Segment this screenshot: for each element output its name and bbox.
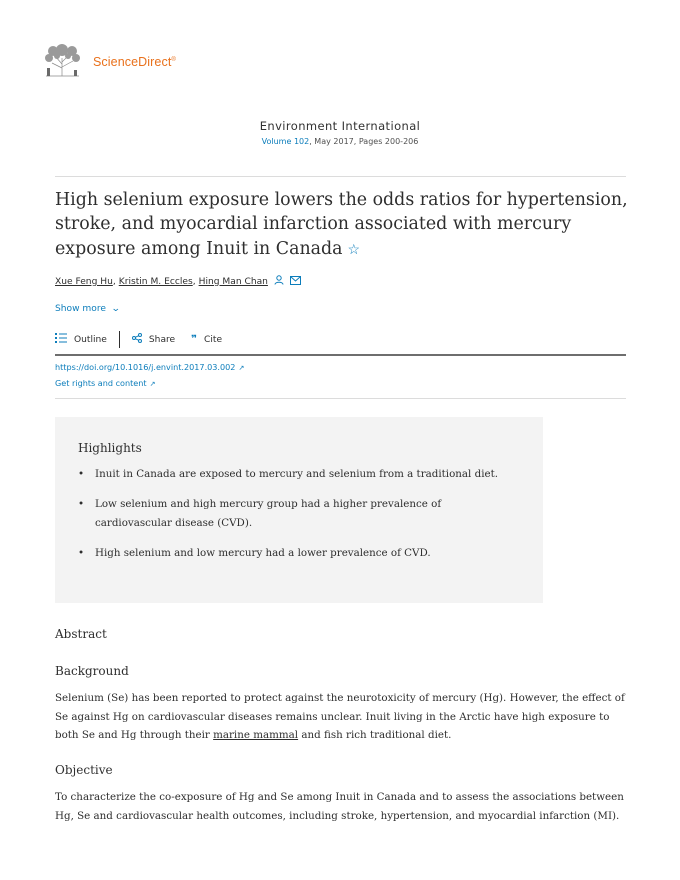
share-icon xyxy=(132,333,142,346)
share-button[interactable]: Share xyxy=(132,333,175,346)
chevron-down-icon: ⌄ xyxy=(110,304,121,314)
envelope-icon[interactable] xyxy=(290,276,301,288)
background-text: Selenium (Se) has been reported to protect against the neurotoxicity of mercury (Hg). However, the effect of Se against Hg on cardiovascular diseases remains unclear. Inuit living in the Arctic have high exposure to both Se and Hg through their marine mammal and fish rich traditional diet. xyxy=(55,692,625,741)
rights-link[interactable]: Get rights and content ↗ xyxy=(55,378,156,388)
show-more-button[interactable]: Show more ⌄ xyxy=(55,304,121,314)
journal-name[interactable]: Environment International xyxy=(259,119,421,133)
objective-title: Objective xyxy=(55,763,113,777)
volume-info: Volume 102, May 2017, Pages 200-206 xyxy=(261,137,419,146)
background-title: Background xyxy=(55,664,129,678)
abstract-title: Abstract xyxy=(55,627,107,641)
sciencedirect-logo[interactable] xyxy=(43,44,176,78)
author-link[interactable]: Xue Feng Hu xyxy=(55,276,113,287)
divider xyxy=(55,176,626,177)
volume-link[interactable]: Volume 102 xyxy=(261,137,310,146)
cite-button[interactable]: ❞ Cite xyxy=(191,334,223,345)
doi-link[interactable]: https://doi.org/10.1016/j.envint.2017.03.002 ↗ xyxy=(55,362,245,372)
external-link-icon: ↗ xyxy=(149,380,156,388)
article-title: High selenium exposure lowers the odds ratios for hypertension, stroke, and myocardial infarction associated with mercury exposure among Inuit in Canada ☆ xyxy=(55,190,628,259)
list-icon xyxy=(55,333,67,346)
author-link[interactable]: Hing Man Chan xyxy=(198,276,268,287)
marine-mammal-link[interactable]: marine mammal xyxy=(213,729,299,741)
article-toolbar xyxy=(55,331,222,348)
author-list: Xue Feng Hu , Kristin M. Eccles , Hing Man Chan xyxy=(55,275,301,288)
person-icon[interactable] xyxy=(274,275,284,288)
toolbar-divider xyxy=(55,354,626,356)
quote-icon: ❞ xyxy=(191,334,198,345)
logo-text: ScienceDirect® xyxy=(93,54,176,69)
external-link-icon: ↗ xyxy=(238,364,245,372)
highlights-box: Highlights • Inuit in Canada are exposed to mercury and selenium from a traditional diet. • Low selenium and high mercury group had a higher prevalence of cardiovascular disease (CVD). • High selenium and low mercury had a lower prevalence of CVD. xyxy=(55,417,543,603)
highlights-title: Highlights xyxy=(78,441,142,455)
star-outline-icon[interactable]: ☆ xyxy=(347,241,361,258)
author-link[interactable]: Kristin M. Eccles xyxy=(118,276,193,287)
elsevier-tree-icon xyxy=(43,44,82,78)
outline-button[interactable]: Outline xyxy=(55,333,107,346)
divider xyxy=(55,398,626,399)
toolbar-separator xyxy=(119,331,120,348)
objective-text: To characterize the co-exposure of Hg and Se among Inuit in Canada and to assess the associations between Hg, Se and cardiovascular health outcomes, including stroke, hypertension, and myocardial infarction (MI). xyxy=(55,791,624,822)
